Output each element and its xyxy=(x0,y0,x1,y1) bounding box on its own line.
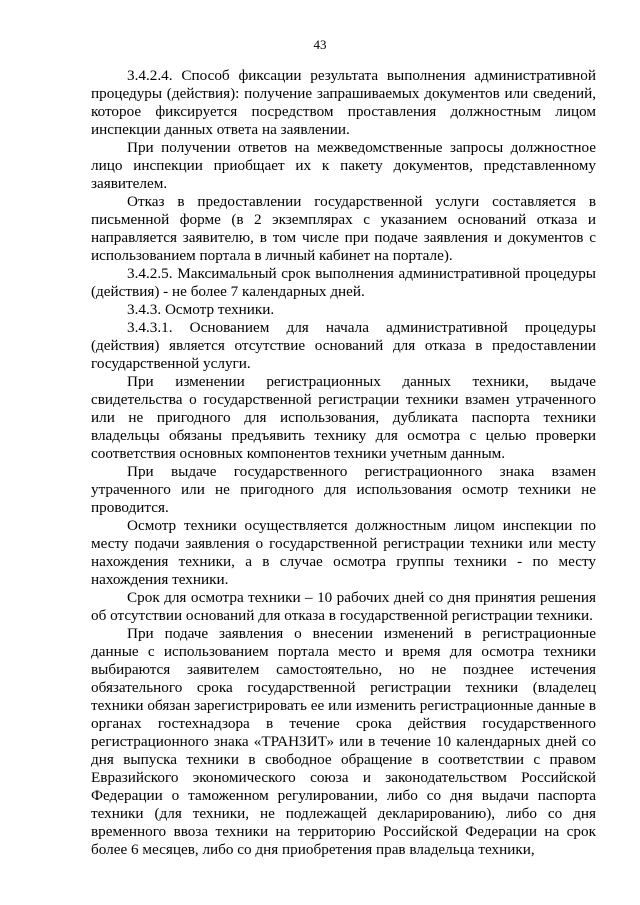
document-body xyxy=(91,67,596,859)
section-heading-inspection: 3.4.3. Осмотр техники. xyxy=(127,301,275,318)
paragraph-inspection-place: Осмотр техники осуществляется должностным лицом инспекции по месту подачи заявления о государственной регистрации техники или месту нахождения техники, а в случае осмотра группы техники - по месту нахождения техники. xyxy=(91,517,596,588)
paragraph-inspection-basis: 3.4.3.1. Основанием для начала административной процедуры (действия) является отсутствие оснований для отказа в предоставлении государственной услуги. xyxy=(91,319,596,372)
paragraph-no-inspection: При выдаче государственного регистрационного знака взамен утраченного или не пригодного для использования осмотр техники не проводится. xyxy=(91,463,596,516)
paragraph-inspection-required: При изменении регистрационных данных техники, выдаче свидетельства о государственной регистрации техники взамен утраченного или не пригодного для использования, дубликата паспорта техники владельцы обязаны предъявить технику для осмотра с целью проверки соответствия основных компонентов техники учетным данным. xyxy=(91,373,596,462)
paragraph-refusal-form: Отказ в предоставлении государственной услуги составляется в письменной форме (в 2 экземплярах с указанием оснований отказа и направляется заявителю, в том числе при подаче заявления и документов с использованием портала в личный кабинет на портале). xyxy=(91,193,596,264)
paragraph-interagency-responses: При получении ответов на межведомственные запросы должностное лицо инспекции приобщает их к пакету документов, представленному заявителем. xyxy=(91,139,596,192)
paragraph-inspection-term: Срок для осмотра техники – 10 рабочих дней со дня принятия решения об отсутствии оснований для отказа в государственной регистрации техники. xyxy=(91,589,596,624)
paragraph-fixation-method: 3.4.2.4. Способ фиксации результата выполнения административной процедуры (действия): получение запрашиваемых документов или сведений, которое фиксируется посредством проставления должностным лицом инспекции данных ответа на заявлении. xyxy=(91,67,596,138)
page-number: 43 xyxy=(313,37,327,52)
paragraph-portal-application: При подаче заявления о внесении изменений в регистрационные данные с использованием портала место и время для осмотра техники выбираются заявителем самостоятельно, но не позднее истечения обязательного срока государственной регистрации техники (владелец техники обязан зарегистрировать ее или изменить регистрационные данные в органах гостехнадзора в течение срока действия государственного регистрационного знака «ТРАНЗИТ» или в течение 10 календарных дней со дня выпуска техники в свободное обращение в соответствии с правом Евразийского экономического союза и законодательством Российской Федерации о таможенном регулировании, либо со дня выдачи паспорта техники (для техники, не подлежащей декларированию), либо со дня временного ввоза техники на территорию Российской Федерации на срок более 6 месяцев, либо со дня приобретения прав владельца техники, xyxy=(91,625,596,858)
paragraph-max-term: 3.4.2.5. Максимальный срок выполнения административной процедуры (действия) - не более 7 календарных дней. xyxy=(91,265,596,300)
